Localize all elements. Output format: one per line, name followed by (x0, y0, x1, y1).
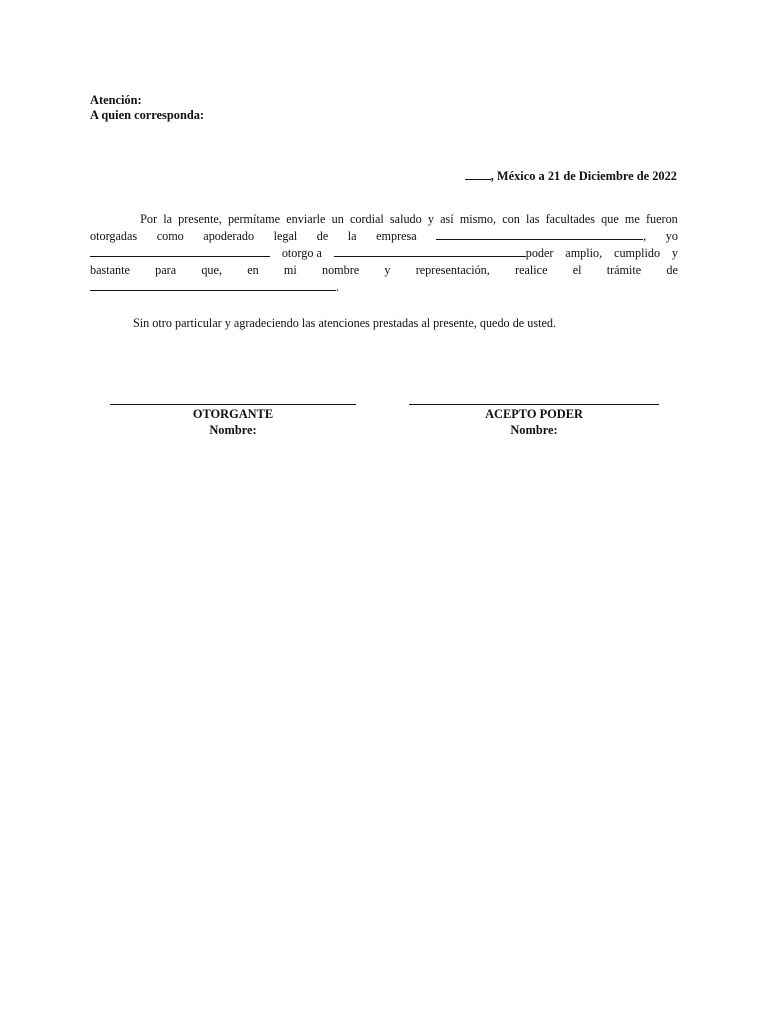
word: . (336, 280, 340, 294)
grantee-blank-group (334, 245, 554, 262)
word: para (155, 263, 177, 277)
word: de (666, 263, 678, 277)
body-paragraph (90, 211, 678, 296)
recipient-label: A quien corresponda: (90, 108, 205, 122)
word: permítame (227, 212, 281, 226)
date-line (465, 168, 677, 184)
word: y (384, 263, 391, 277)
word: fueron (645, 212, 678, 226)
signature-line[interactable] (110, 404, 356, 405)
signature-title: ACEPTO PODER (485, 407, 583, 421)
word: poder (525, 246, 554, 260)
attention-label: Atención: (90, 93, 142, 107)
city-blank (465, 168, 491, 180)
word: un (331, 212, 344, 226)
closing-sentence: Sin otro particular y agradeciendo las atenciones prestadas al presente, quedo de usted. (133, 316, 557, 330)
paragraph-line-3 (90, 245, 678, 262)
word: así (440, 212, 454, 226)
company-name-blank[interactable] (436, 229, 643, 240)
word: me (624, 212, 640, 226)
word: saludo (389, 212, 422, 226)
word: que, (201, 263, 222, 277)
signature-name-label: Nombre: (209, 423, 257, 437)
procedure-blank[interactable] (90, 280, 336, 291)
word: con (502, 212, 520, 226)
word: mismo, (459, 212, 497, 226)
word: que (601, 212, 619, 226)
word: otorgadas (90, 229, 138, 243)
signature-name-label: Nombre: (510, 423, 558, 437)
word: amplio, (565, 246, 603, 260)
grantor-name-blank[interactable] (90, 246, 270, 257)
letter-header (90, 93, 204, 123)
word: representación, (415, 263, 490, 277)
word: la (347, 229, 357, 243)
company-blank-group (436, 228, 646, 245)
word: el (572, 263, 582, 277)
word: apoderado (203, 229, 255, 243)
word: como (156, 229, 184, 243)
word: legal (273, 229, 298, 243)
word: y (671, 246, 678, 260)
grantee-name-blank[interactable] (334, 246, 526, 257)
paragraph-line-2 (90, 228, 678, 245)
paragraph-line-4 (90, 262, 678, 279)
signature-block-grantee (409, 404, 659, 438)
word: en (247, 263, 259, 277)
word: facultades (545, 212, 596, 226)
word: empresa (376, 229, 417, 243)
word: cumplido (614, 246, 661, 260)
word: trámite (606, 263, 642, 277)
word: , (643, 229, 647, 243)
word: yo (665, 229, 678, 243)
word: mi (283, 263, 297, 277)
word: otorgo a (281, 246, 322, 260)
word: cordial (349, 212, 384, 226)
word: las (525, 212, 540, 226)
word: nombre (321, 263, 360, 277)
word: presente, (178, 212, 222, 226)
word: realice (515, 263, 548, 277)
word: bastante (90, 263, 130, 277)
paragraph-line-1 (90, 211, 678, 228)
word: enviarle (286, 212, 326, 226)
word: la (163, 212, 173, 226)
word: Por (140, 212, 158, 226)
signature-line[interactable] (409, 404, 659, 405)
date-text: , México a 21 de Diciembre de 2022 (490, 169, 677, 183)
signature-title: OTORGANTE (192, 407, 274, 421)
paragraph-line-5 (90, 279, 678, 296)
signature-block-grantor (110, 404, 356, 438)
word: y (427, 212, 434, 226)
word: de (316, 229, 329, 243)
